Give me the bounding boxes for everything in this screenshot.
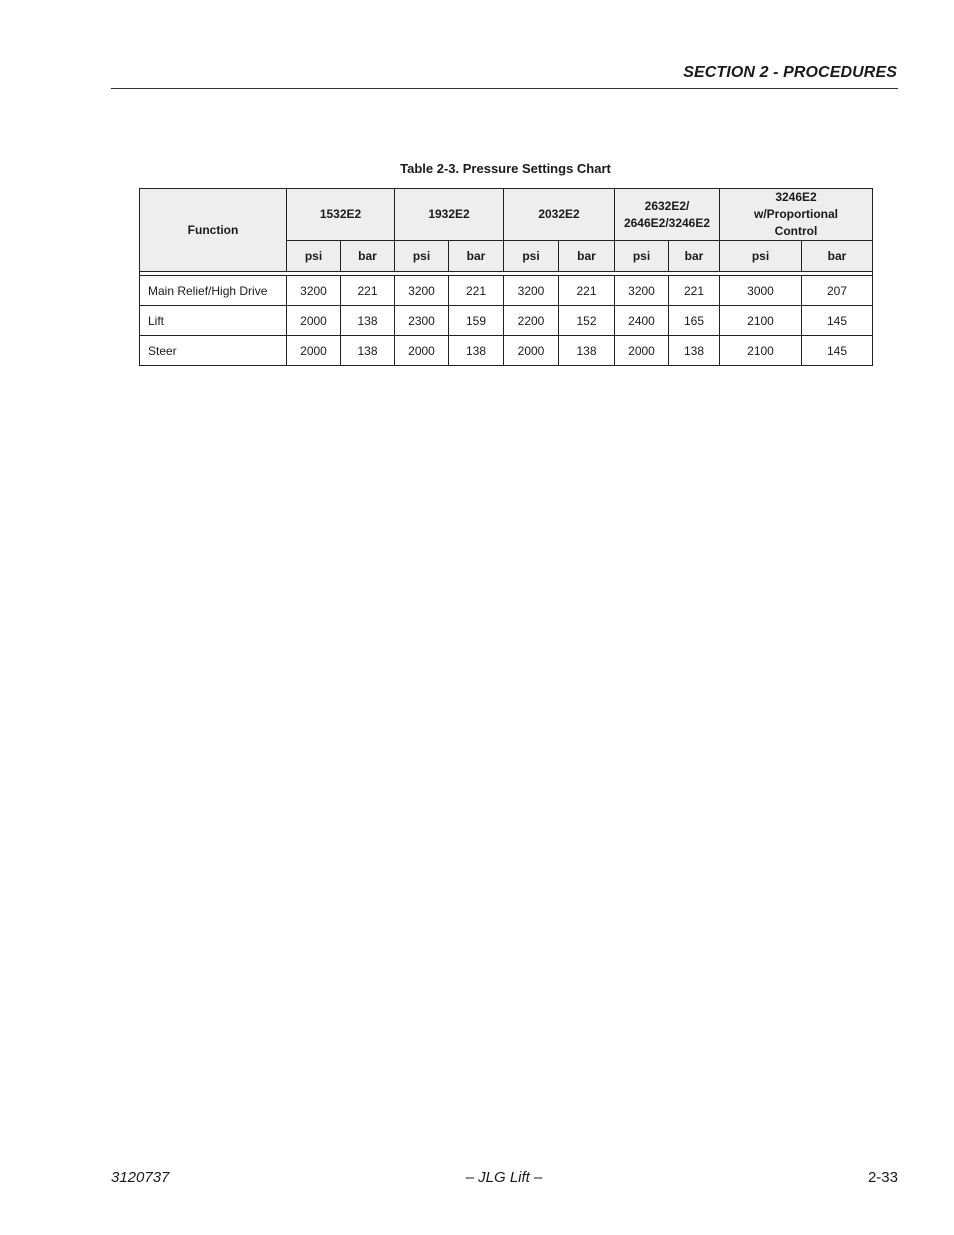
- table-cell: 2400: [615, 306, 669, 336]
- unit-psi: psi: [720, 241, 802, 272]
- unit-bar: bar: [802, 241, 873, 272]
- table-cell: 138: [669, 336, 720, 366]
- table-cell: 3200: [615, 276, 669, 306]
- table-cell: 207: [802, 276, 873, 306]
- pressure-settings-table: [139, 188, 873, 366]
- table-cell: 3200: [504, 276, 559, 306]
- unit-psi: psi: [615, 241, 669, 272]
- table-cell: 159: [449, 306, 504, 336]
- unit-bar: bar: [669, 241, 720, 272]
- table-cell: 152: [559, 306, 615, 336]
- table-cell: 2100: [720, 306, 802, 336]
- table-cell: 145: [802, 306, 873, 336]
- table-row: [140, 336, 873, 366]
- table-cell: 2000: [615, 336, 669, 366]
- unit-psi: psi: [504, 241, 559, 272]
- doc-number: 3120737: [111, 1169, 170, 1186]
- company-name: – JLG Lift –: [465, 1169, 543, 1186]
- row-function: Steer: [140, 336, 287, 366]
- unit-psi: psi: [395, 241, 449, 272]
- section-header: SECTION 2 - PROCEDURES: [683, 64, 897, 81]
- table-cell: 221: [449, 276, 504, 306]
- row-function: Main Relief/High Drive: [140, 276, 287, 306]
- table-cell: 3000: [720, 276, 802, 306]
- table-cell: 2000: [395, 336, 449, 366]
- table-cell: 2200: [504, 306, 559, 336]
- unit-bar: bar: [341, 241, 395, 272]
- model-header-2632e2: 2632E2/ 2646E2/3246E2: [615, 189, 720, 241]
- table-cell: 221: [341, 276, 395, 306]
- model-header-2032e2: 2032E2: [504, 189, 615, 241]
- table-cell: 3200: [287, 276, 341, 306]
- table-cell: 138: [341, 306, 395, 336]
- table-cell: 3200: [395, 276, 449, 306]
- row-function: Lift: [140, 306, 287, 336]
- table-cell: 138: [341, 336, 395, 366]
- table-cell: 2300: [395, 306, 449, 336]
- header-rule: [111, 88, 898, 89]
- table-cell: 2000: [287, 336, 341, 366]
- function-header: Function: [140, 189, 287, 272]
- table-cell: 221: [559, 276, 615, 306]
- table-cell: 138: [449, 336, 504, 366]
- unit-bar: bar: [559, 241, 615, 272]
- unit-bar: bar: [449, 241, 504, 272]
- table-cell: 2000: [287, 306, 341, 336]
- table-cell: 165: [669, 306, 720, 336]
- table-header-row-models: [140, 189, 873, 241]
- table-cell: 145: [802, 336, 873, 366]
- table-row: [140, 276, 873, 306]
- table-row: [140, 306, 873, 336]
- model-header-1932e2: 1932E2: [395, 189, 504, 241]
- page-number: 2-33: [867, 1169, 898, 1186]
- unit-psi: psi: [287, 241, 341, 272]
- table-cell: 221: [669, 276, 720, 306]
- model-header-1532e2: 1532E2: [287, 189, 395, 241]
- table-cell: 2100: [720, 336, 802, 366]
- table-title: Table 2-3. Pressure Settings Chart: [400, 161, 611, 176]
- table-cell: 138: [559, 336, 615, 366]
- table-cell: 2000: [504, 336, 559, 366]
- model-header-3246e2-proportional: 3246E2 w/Proportional Control: [720, 189, 873, 241]
